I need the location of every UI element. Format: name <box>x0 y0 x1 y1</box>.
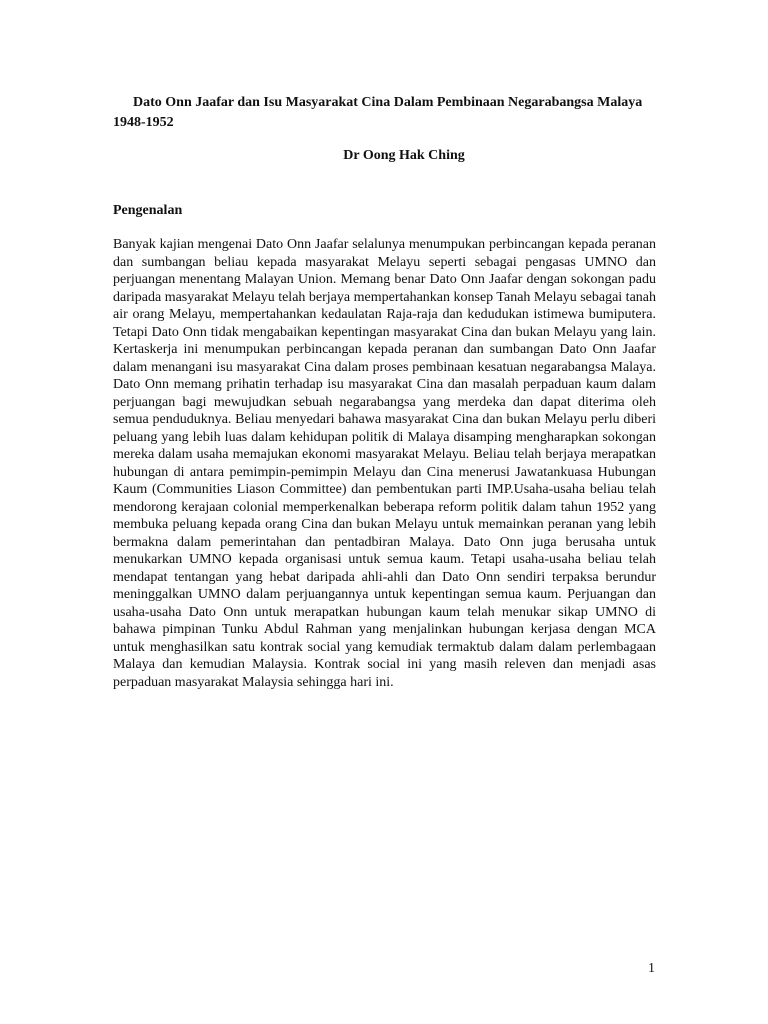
document-title: Dato Onn Jaafar dan Isu Masyarakat Cina Dalam Pembinaan Negarabangsa Malaya 1948-1952 <box>113 95 643 130</box>
body-paragraph: Banyak kajian mengenai Dato Onn Jaafar selalunya menumpukan perbincangan kepada peranan dan sumbangan beliau kepada masyarakat Melayu seperti sebagai pengasas UMNO dan perjuangan menentang Malayan Union. Memang benar Dato Onn Jaafar dengan sokongan padu daripada masyarakat Melayu telah berjaya mempertahankan konsep Tanah Melayu sebagai tanah air orang Melayu, mempertahankan kedaulatan Raja-raja dan kedudukan istimewa bumiputera. Tetapi Dato Onn tidak mengabaikan kepentingan masyarakat Cina dan bukan Melayu yang lain. Kertaskerja ini menumpukan perbincangan kepada peranan dan sumbangan Dato Onn Jaafar dalam menangani isu masyarakat Cina dalam proses pembinaan kesatuan negarabangsa Malaya. Dato Onn memang prihatin terhadap isu masyarakat Cina dan masalah perpaduan kaum dalam perjuangan bagi mewujudkan sebuah negarabangsa yang merdeka dan dapat diterima oleh semua penduduknya. Beliau menyedari bahawa masyarakat Cina dan bukan Melayu perlu diberi peluang yang lebih luas dalam kehidupan politik di Malaya disamping mengharapkan sokongan mereka dalam usaha memajukan ekonomi masyarakat Melayu. Beliau telah berjaya merapatkan hubungan di antara pemimpin-pemimpin Melayu dan Cina menerusi Jawatankuasa Hubungan Kaum (Communities Liason Committee) dan pembentukan parti IMP.Usaha-usaha beliau telah mendorong kerajaan colonial memperkenalkan beberapa reform politik dalam tahun 1952 yang membuka peluang kepada orang Cina dan bukan Melayu untuk memainkan peranan yang lebih bermakna dalam pemerintahan dan pentadbiran Malaya. Dato Onn juga berusaha untuk menukarkan UMNO kepada organisasi untuk semua kaum. Tetapi usaha-usaha beliau telah mendapat tentangan yang hebat daripada ahli-ahli dan Dato Onn sendiri terpaksa berundur meninggalkan UMNO dalam perjuangannya untuk kepentingan semua kaum. Perjuangan dan usaha-usaha Dato Onn untuk merapatkan hubungan kaum telah menukar sikap UMNO di bahawa pimpinan Tunku Abdul Rahman yang menjalinkan hubungan kerjasa dengan MCA untuk menghasilkan satu kontrak social yang kemudiak termaktub dalam dalam perlembagaan Malaya dan kemudian Malaysia. Kontrak social ini yang masih releven dan menjadi asas perpaduan masyarakat Malaysia sehingga hari ini. <box>113 237 656 690</box>
author-name: Dr Oong Hak Ching <box>343 148 465 163</box>
page-number: 1 <box>648 961 655 976</box>
section-heading: Pengenalan <box>113 203 183 218</box>
